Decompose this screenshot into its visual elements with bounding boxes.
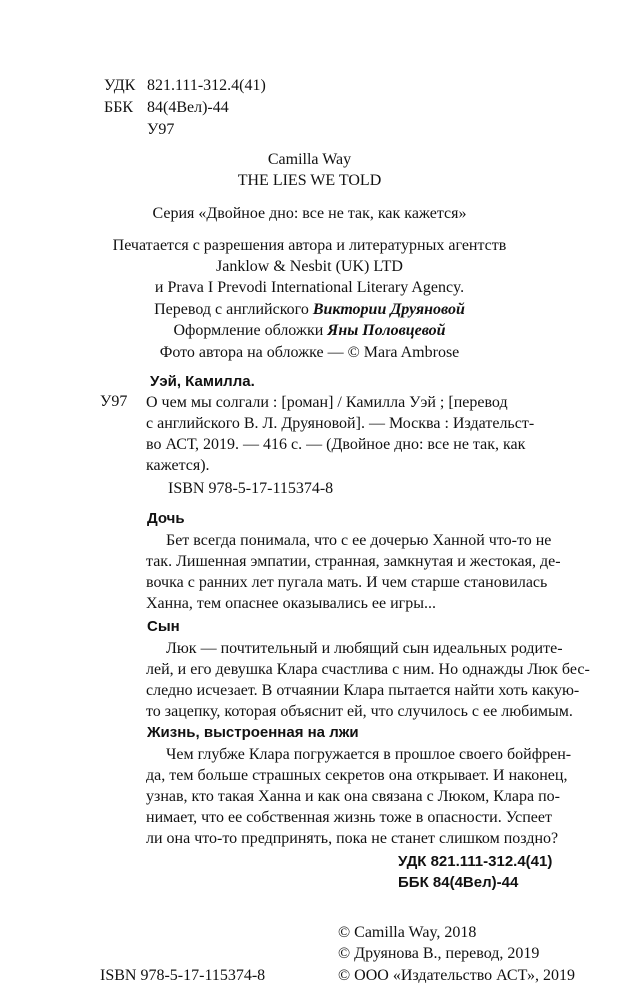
- annotation-line: следно исчезает. В отчаянии Клара пытается найти хоть какую-: [146, 682, 580, 699]
- permission-line: Janklow & Nesbit (UK) LTD: [216, 258, 403, 275]
- bottom-bbk: ББК 84(4Вел)-44: [398, 874, 519, 891]
- translation-prefix: Перевод с английского: [154, 301, 313, 318]
- annotation-line: то зацепку, которая объяснит ей, что случилось с ее любимым.: [146, 703, 573, 720]
- annotation-line: Ханна, тем опаснее оказывались ее игры...: [146, 595, 436, 612]
- author-mark: У97: [147, 121, 175, 138]
- annotation-paragraph: [146, 530, 561, 614]
- bottom-udk: УДК 821.111-312.4(41): [398, 853, 553, 870]
- cover-prefix: Оформление обложки: [173, 322, 328, 339]
- biblio-mark: У97: [100, 393, 128, 410]
- biblio-heading: Уэй, Камилла.: [150, 373, 255, 390]
- annotation-paragraph: [146, 638, 590, 722]
- book-title-en: THE LIES WE TOLD: [237, 172, 382, 189]
- series-line: Серия «Двойное дно: все не так, как кажется»: [152, 205, 467, 222]
- permission-line: и Prava I Prevodi International Literary Agency.: [154, 279, 465, 296]
- footer-isbn: ISBN 978-5-17-115374-8: [100, 967, 266, 984]
- footer-copyright: © Друянова В., перевод, 2019: [338, 945, 540, 962]
- annotation-heading: Дочь: [147, 510, 185, 527]
- biblio-line: с английского В. Л. Друяновой]. — Москва : Издательст-: [146, 415, 535, 432]
- biblio-line: во АСТ, 2019. — 416 с. — (Двойное дно: все не так, как: [146, 436, 526, 453]
- annotation-line: Чем глубже Клара погружается в прошлое своего бойфрен-: [166, 746, 572, 763]
- cover-credit: [0, 321, 619, 341]
- translation-credit: [0, 300, 619, 320]
- annotation-line: да, тем больше страшных секретов она открывает. И наконец,: [146, 767, 568, 784]
- annotation-line: Бет всегда понимала, что с ее дочерью Ханной что-то не: [166, 532, 552, 549]
- bbk-label: ББК: [104, 99, 134, 116]
- cover-designer-name: Яны Половцевой: [327, 322, 446, 339]
- annotation-line: так. Лишенная эмпатии, странная, замкнутая и жестокая, де-: [146, 553, 561, 570]
- biblio-line: кажется).: [146, 457, 210, 474]
- annotation-line: нимает, что ее собственная жизнь тоже в опасности. Успеет: [146, 809, 552, 826]
- bbk-value: 84(4Вел)-44: [147, 99, 229, 116]
- annotation-line: узнав, кто такая Ханна и как она связана с Люком, Клара по-: [146, 788, 561, 805]
- annotation-heading: Жизнь, выстроенная на лжи: [147, 724, 359, 741]
- annotation-line: ли она что-то предпринять, пока не станет слишком поздно?: [146, 830, 559, 847]
- annotation-line: лей, и его девушка Клара счастлива с ним. Но однажды Люк бес-: [146, 661, 590, 678]
- annotation-paragraph: [146, 744, 572, 849]
- annotation-line: Люк — почтительный и любящий сын идеальных родите-: [166, 640, 563, 657]
- footer-copyright: © ООО «Издательство АСТ», 2019: [338, 967, 575, 984]
- udk-label: УДК: [104, 77, 136, 94]
- annotation-heading: Сын: [147, 618, 180, 635]
- biblio-description: [146, 392, 556, 476]
- author-name-en: Camilla Way: [267, 151, 352, 168]
- photo-credit: Фото автора на обложке — © Mara Ambrose: [159, 344, 460, 361]
- biblio-line: О чем мы солгали : [роман] / Камилла Уэй ; [перевод: [146, 394, 508, 411]
- annotation-line: вочка с ранних лет пугала мать. И чем старше становилась: [146, 574, 548, 591]
- permission-line: Печатается с разрешения автора и литературных агентств: [112, 237, 507, 254]
- footer-copyright: © Camilla Way, 2018: [338, 924, 477, 941]
- translator-name: Виктории Друяновой: [312, 301, 465, 318]
- biblio-isbn: ISBN 978-5-17-115374-8: [168, 480, 334, 497]
- udk-value: 821.111-312.4(41): [147, 77, 266, 94]
